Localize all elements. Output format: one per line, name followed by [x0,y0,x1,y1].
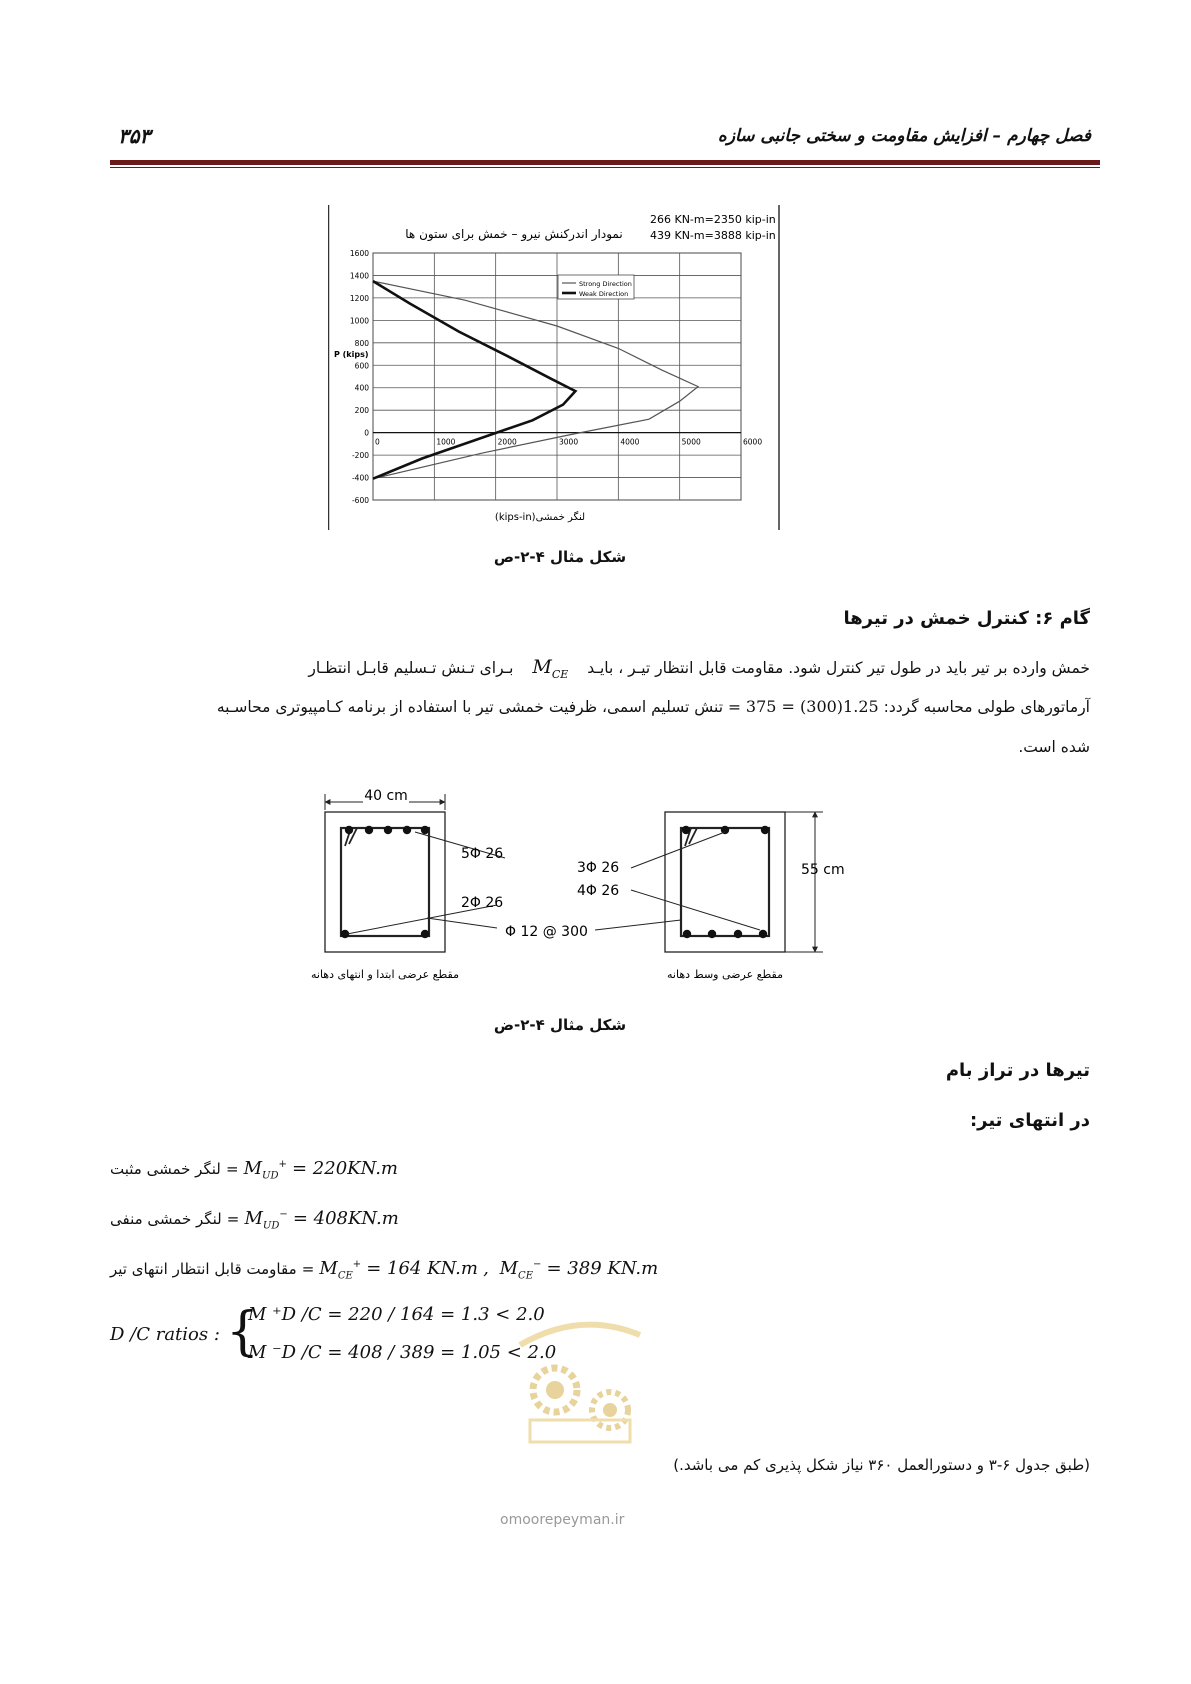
subheading-roof-beams: تیرها در تراز بام [945,1060,1090,1081]
m-ud-symbol: $M_{UD}^-$ [244,1208,288,1232]
m-ce-minus-symbol: $M_{CE}^-$ [499,1258,542,1282]
paragraph-text: خمش وارده بر تیر باید در طول تیر کنترل شود. مقاومت قابل انتظار تیـر ، بایـد [587,659,1090,677]
y-tick-label: 1400 [349,271,369,281]
y-tick-label: 1600 [349,249,369,258]
equals-sign: = [225,1160,239,1178]
legend-label: Weak Direction [579,290,629,298]
legend-label: Strong Direction [579,280,632,288]
equation-positive-moment [110,1158,398,1182]
positive-moment-value: = 220KN.m [291,1158,398,1179]
leader-right-stirrup [595,920,681,930]
x-tick-label: 5000 [681,437,701,447]
interaction-chart [328,205,780,530]
ductility-note: (طبق جدول ۶-۳ و دستورالعمل ۳۶۰ نیاز شکل پذیری کم می باشد.) [673,1456,1090,1474]
section-title: گام ۶: کنترل خمش در تیرها [843,608,1090,629]
y-tick-label: -600 [351,496,369,505]
beam-sections-figure [285,780,865,990]
figure1-caption: شکل مثال ۴-۲-ص [493,548,627,566]
paragraph-text: آرماتورهای طولی محاسبه گردد: [883,698,1090,716]
negative-moment-label: لنگر خمشی منفی [110,1210,222,1228]
y-tick-label: -400 [351,473,369,483]
equation-negative-moment [110,1208,399,1232]
stirrup-label: Φ 12 @ 300 [505,924,588,940]
m-ce-symbol [532,656,569,681]
x-tick-label: 0 [375,437,380,447]
x-tick-label: 1000 [436,437,456,447]
ce-subscript: CE [551,667,569,681]
positive-moment-label: لنگر خمشی مثبت [110,1160,221,1178]
y-tick-label: 400 [354,383,369,393]
right-top-bars-label: 3Φ 26 [577,860,620,876]
height-dimension-label: 55 cm [801,862,845,878]
equals-sign: = [226,1210,240,1228]
paragraph-line-1 [100,656,1090,681]
y-tick-label: 600 [354,361,369,371]
left-bottom-bars-label: 2Φ 26 [461,895,504,911]
right-section-label: مقطع عرضی وسط دهانه [667,968,783,981]
chart-title: نمودار اندرکنش نیرو – خمش برای ستون ها [405,227,623,241]
figure2-caption: شکل مثال ۴-۲-ض [493,1016,627,1034]
dc-ratio-label: D /C ratios : [110,1324,220,1345]
y-tick-label: 0 [364,428,369,438]
leader-right-top [631,832,725,868]
expected-strength-label: مقاومت قابل انتظار انتهای تیر [110,1260,297,1278]
paragraph-line-2 [100,697,1090,716]
width-dimension-label: 40 cm [364,788,408,804]
running-header-title: فصل چهارم – افزایش مقاومت و سختی جانبی سازه [717,126,1091,146]
page-number: ۳۵۳ [118,124,151,148]
expected-positive-value: = 164 KN.m [366,1258,478,1279]
dc-ratio-positive: M ⁺D /C = 220 / 164 = 1.3 < 2.0 [248,1304,545,1325]
brace: { [226,1302,260,1362]
conversion-1: 266 KN-m=2350 kip-in [650,213,776,226]
chart-frame [328,205,780,530]
left-stirrup [341,828,429,936]
expected-negative-value: = 389 KN.m [546,1258,659,1279]
header-rule [110,160,1100,165]
header-rule-thin [110,167,1100,168]
y-tick-label: -200 [351,451,369,461]
conversion-2: 439 KN-m=3888 kip-in [650,229,776,242]
negative-moment-value: = 408KN.m [292,1208,399,1229]
x-tick-label: 3000 [559,437,579,447]
m-ud-symbol: $M_{UD}^+$ [243,1158,287,1182]
left-top-bars-label: 5Φ 26 [461,846,504,862]
yield-expression: 375 = (300)1.25 [745,697,879,716]
x-axis-label: لنگر خمشی(kips-in) [494,512,586,523]
paragraph-line-3: شده است. [1018,738,1090,756]
separator: , [483,1258,495,1279]
y-axis-label: P (kips) [334,350,369,359]
dc-ratio-negative: M ⁻D /C = 408 / 389 = 1.05 < 2.0 [248,1342,557,1363]
watermark-logo [500,1300,660,1450]
x-tick-label: 6000 [743,437,763,447]
y-tick-label: 1000 [349,316,369,326]
x-tick-label: 2000 [497,437,517,447]
left-section-label: مقطع عرضی ابتدا و انتهای دهانه [310,968,460,981]
y-tick-label: 800 [354,338,369,348]
y-tick-label: 200 [354,406,369,416]
watermark-website: omoorepeyman.ir [500,1512,625,1528]
x-tick-label: 4000 [620,437,640,447]
m-ce-plus-symbol: $M_{CE}^+$ [319,1258,362,1282]
subheading-beam-ends: در انتهای تیر: [969,1110,1090,1131]
paragraph-text: بـرای تـنش تـسلیم قابـل انتظـار [308,659,514,677]
leader-left-stirrup [427,918,497,928]
right-bottom-bars-label: 4Φ 26 [577,883,620,899]
y-tick-label: 1200 [349,293,369,303]
m-symbol: M [532,656,552,678]
equals-sign: = [301,1260,315,1278]
equation-expected-strength [110,1258,658,1282]
paragraph-text: = تنش تسلیم اسمی، ظرفیت خمشی تیر با استفاده از برنامه کـامپیوتری محاسـبه [216,698,741,716]
